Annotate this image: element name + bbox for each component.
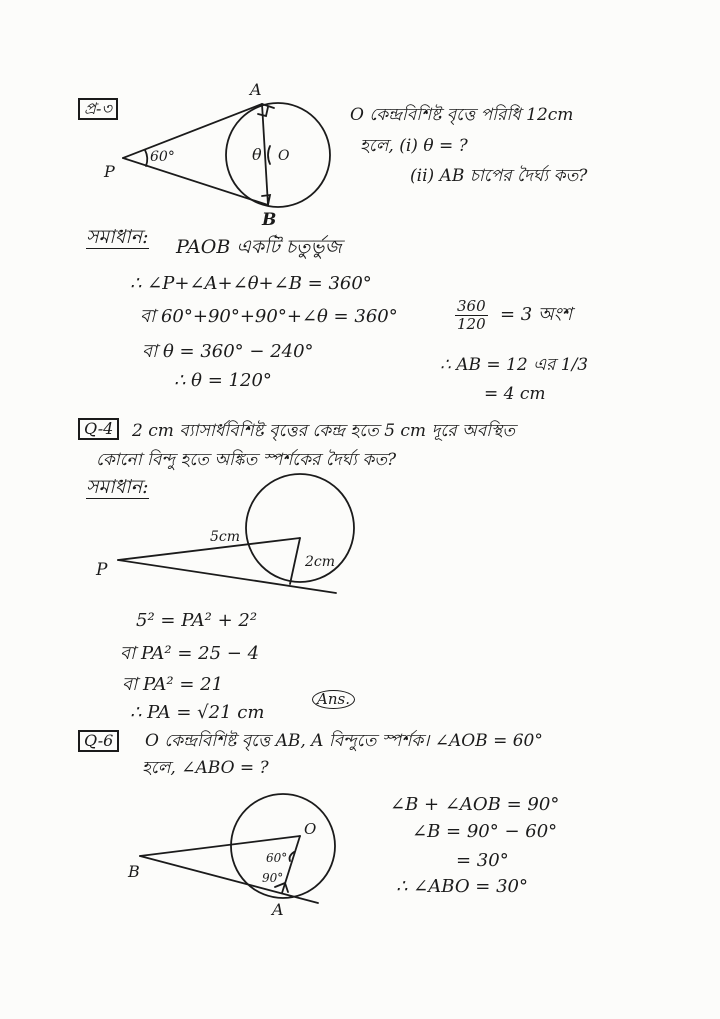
q6-question-line2: হলে, ∠ABO = ? [142, 758, 269, 778]
q4-label: Q-4 [78, 418, 119, 440]
q3-fig-theta: θ [252, 145, 262, 164]
q3-center-arc [268, 146, 270, 164]
q4-circle [246, 474, 354, 582]
q6-step-4: ∴ ∠ABO = 30° [396, 876, 529, 897]
q4-step-4: ∴ PA = √21 cm [130, 702, 265, 723]
q3-tangent-pb [123, 158, 268, 205]
q3-fraction [455, 298, 488, 332]
q3-fig-angle: 60° [150, 149, 175, 165]
q3-fig-P: P [104, 162, 115, 181]
q6-label: Q-6 [78, 730, 119, 752]
q3-step-5: ∴ θ = 120° [174, 370, 272, 391]
q3-question-line2: হলে, (i) θ = ? [360, 136, 468, 156]
q3-frac-den: 120 [457, 314, 486, 333]
q4-step-3: বা PA² = 21 [122, 674, 224, 695]
q3-question-line3: (ii) AB চাপের দৈর্ঘ্য কত? [410, 166, 588, 186]
q4-question-line2: কোনো বিন্দু হতে অঙ্কিত স্পর্শকের দৈর্ঘ্য কত? [96, 450, 397, 470]
q4-hypotenuse [118, 538, 300, 560]
q3-step-1: PAOB একটি চতুর্ভুজ [176, 236, 342, 258]
q3-step-3: বা 60°+90°+90°+∠θ = 360° [140, 306, 398, 327]
q3-frac-num: 360 [457, 297, 486, 315]
q4-ans-badge: Ans. [312, 690, 355, 709]
q6-question-line1: O কেন্দ্রবিশিষ্ট বৃত্তে AB, A বিন্দুতে স্পর্শক। ∠AOB = 60° [145, 731, 543, 751]
q6-fig-90: 90° [262, 871, 284, 885]
q3-chord-ab [262, 104, 268, 205]
q6-fig-O: O [304, 820, 317, 838]
q6-step-1: ∠B + ∠AOB = 90° [390, 794, 560, 815]
q4-tangent [118, 560, 336, 593]
q3-label: প্র-৩ [78, 98, 118, 120]
q3-solution-title: সমাধান: [86, 226, 149, 248]
q6-fig-A: A [272, 900, 284, 919]
q3-ab-line1: ∴ AB = 12 এর 1/3 [440, 355, 589, 375]
q4-radius [290, 538, 300, 584]
q3-tangent-pa [123, 104, 262, 158]
q3-angle-arc [145, 150, 147, 166]
q6-fig-60: 60° [266, 851, 288, 865]
q3-question-line1: O কেন্দ্রবিশিষ্ট বৃত্তে পরিধি 12cm [350, 105, 574, 125]
q4-fig-2cm: 2cm [305, 554, 336, 570]
q6-step-3: = 30° [456, 850, 509, 871]
q4-step-2: বা PA² = 25 − 4 [120, 643, 260, 664]
q6-step-2: ∠B = 90° − 60° [412, 821, 558, 842]
q3-step-4: বা θ = 360° − 240° [142, 341, 314, 362]
q4-solution-title: সমাধান: [86, 476, 149, 498]
q3-fig-A: A [250, 80, 262, 99]
q3-step-2: ∴ ∠P+∠A+∠θ+∠B = 360° [130, 273, 372, 294]
q3-ab-line2: = 4 cm [484, 384, 546, 404]
q4-step-1: 5² = PA² + 2² [136, 610, 258, 631]
q3-fig-B: B [262, 210, 277, 230]
q4-fig-P: P [96, 560, 108, 580]
q3-fig-O: O [278, 148, 290, 164]
q4-question-line1: 2 cm ব্যাসার্ধবিশিষ্ট বৃত্তের কেন্দ্র হতে 5 cm দূরে অবস্থিত [132, 421, 516, 441]
q4-fig-5cm: 5cm [210, 529, 241, 545]
q6-fig-B: B [128, 862, 140, 881]
q3-frac-result: = 3 অংশ [500, 304, 572, 325]
